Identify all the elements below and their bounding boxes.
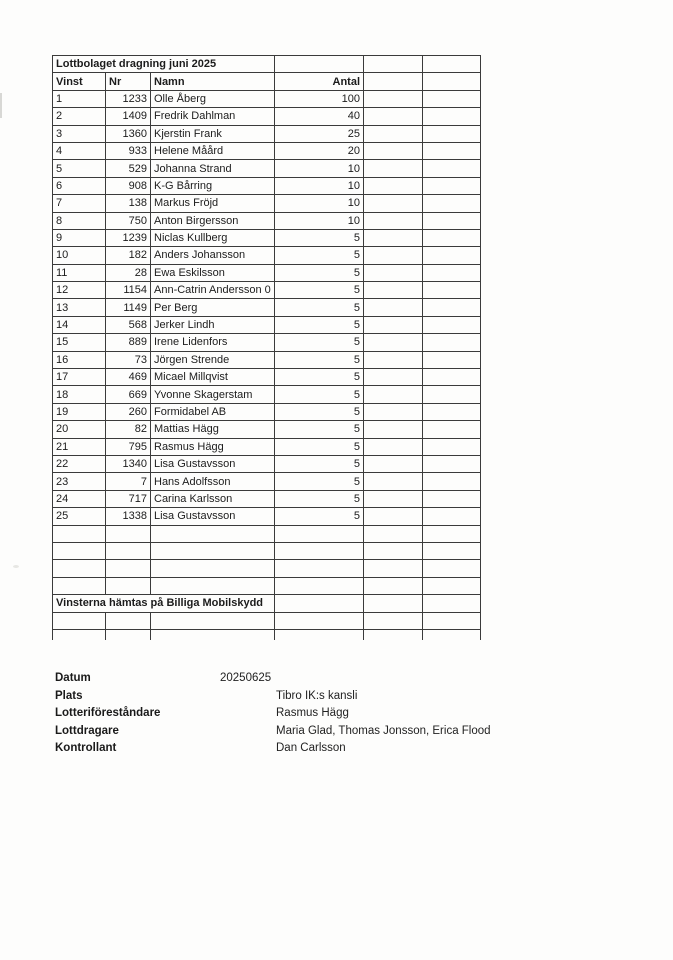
cell-antal: 40 (275, 108, 364, 125)
cell-namn: Micael Millqvist (151, 369, 275, 386)
table-row (53, 177, 481, 194)
empty-cell (106, 612, 151, 629)
cell-namn: K-G Bårring (151, 177, 275, 194)
cell-namn: Formidabel AB (151, 403, 275, 420)
cell-vinst: 23 (53, 473, 106, 490)
cell-vinst: 4 (53, 142, 106, 159)
empty-cell (423, 508, 481, 525)
table-title-section (53, 56, 481, 91)
cell-nr: 138 (106, 195, 151, 212)
cell-namn: Ewa Eskilsson (151, 264, 275, 281)
empty-cell (423, 438, 481, 455)
empty-cell (423, 212, 481, 229)
pickup-note: Vinsterna hämtas på Billiga Mobilskydd (53, 595, 275, 612)
cell-nr: 1154 (106, 282, 151, 299)
table-row (53, 351, 481, 368)
empty-cell (423, 142, 481, 159)
empty-row (53, 612, 481, 629)
cell-nr: 1409 (106, 108, 151, 125)
empty-cell (423, 73, 481, 90)
footer-row-plats (55, 688, 615, 706)
empty-cell (364, 142, 423, 159)
cell-vinst: 18 (53, 386, 106, 403)
table-row (53, 142, 481, 159)
empty-cell (364, 525, 423, 542)
cell-nr: 1233 (106, 90, 151, 107)
table-empty-section (53, 525, 481, 595)
cell-namn: Per Berg (151, 299, 275, 316)
cell-vinst: 14 (53, 316, 106, 333)
table-row (53, 490, 481, 507)
empty-cell (275, 525, 364, 542)
cell-antal: 5 (275, 455, 364, 472)
empty-cell (364, 160, 423, 177)
empty-cell (53, 577, 106, 594)
empty-cell (364, 125, 423, 142)
scan-smudge (13, 565, 19, 568)
cell-vinst: 22 (53, 455, 106, 472)
cell-namn: Olle Åberg (151, 90, 275, 107)
empty-cell (53, 629, 106, 640)
cell-namn: Irene Lidenfors (151, 334, 275, 351)
table-row (53, 473, 481, 490)
empty-cell (106, 629, 151, 640)
signature-footer (55, 670, 615, 758)
footer-label: Datum (55, 672, 91, 684)
cell-namn: Anders Johansson (151, 247, 275, 264)
empty-cell (423, 282, 481, 299)
empty-cell (423, 351, 481, 368)
empty-cell (423, 195, 481, 212)
cell-nr: 82 (106, 421, 151, 438)
empty-cell (364, 438, 423, 455)
empty-cell (364, 316, 423, 333)
cell-vinst: 1 (53, 90, 106, 107)
empty-cell (364, 177, 423, 194)
lottery-results-table (52, 55, 481, 640)
empty-cell (53, 542, 106, 559)
table-bottom-empty-section (53, 612, 481, 640)
cell-vinst: 2 (53, 108, 106, 125)
empty-cell (364, 212, 423, 229)
empty-cell (423, 542, 481, 559)
empty-cell (151, 577, 275, 594)
cell-antal: 100 (275, 90, 364, 107)
table-row (53, 334, 481, 351)
empty-cell (364, 629, 423, 640)
empty-cell (53, 612, 106, 629)
footer-label: Lotteriföreståndare (55, 707, 161, 719)
empty-cell (423, 577, 481, 594)
cell-antal: 20 (275, 142, 364, 159)
table-data-section (53, 90, 481, 525)
note-row (53, 595, 481, 612)
table-row (53, 229, 481, 246)
empty-cell (275, 56, 364, 73)
footer-value: Rasmus Hägg (276, 707, 349, 719)
empty-cell (364, 351, 423, 368)
cell-antal: 10 (275, 177, 364, 194)
cell-nr: 750 (106, 212, 151, 229)
cell-nr: 529 (106, 160, 151, 177)
cell-antal: 5 (275, 508, 364, 525)
empty-row (53, 577, 481, 594)
empty-cell (275, 577, 364, 594)
table-row (53, 160, 481, 177)
empty-cell (364, 247, 423, 264)
empty-cell (423, 560, 481, 577)
empty-row (53, 525, 481, 542)
empty-cell (151, 560, 275, 577)
empty-cell (423, 629, 481, 640)
empty-cell (151, 612, 275, 629)
empty-cell (364, 369, 423, 386)
empty-cell (53, 525, 106, 542)
cell-nr: 1338 (106, 508, 151, 525)
empty-cell (53, 560, 106, 577)
table-row (53, 455, 481, 472)
cell-nr: 717 (106, 490, 151, 507)
table-row (53, 282, 481, 299)
table-row (53, 299, 481, 316)
cell-antal: 5 (275, 299, 364, 316)
empty-cell (275, 629, 364, 640)
empty-cell (364, 282, 423, 299)
cell-namn: Carina Karlsson (151, 490, 275, 507)
cell-vinst: 25 (53, 508, 106, 525)
cell-vinst: 20 (53, 421, 106, 438)
cell-antal: 10 (275, 160, 364, 177)
empty-cell (364, 73, 423, 90)
empty-cell (364, 386, 423, 403)
column-header-vinst: Vinst (53, 73, 106, 90)
footer-value: 20250625 (220, 672, 272, 684)
table-row (53, 195, 481, 212)
empty-cell (364, 264, 423, 281)
empty-cell (423, 525, 481, 542)
empty-cell (423, 334, 481, 351)
cell-vinst: 12 (53, 282, 106, 299)
cell-nr: 7 (106, 473, 151, 490)
empty-cell (106, 525, 151, 542)
cell-antal: 5 (275, 403, 364, 420)
cell-vinst: 10 (53, 247, 106, 264)
empty-cell (364, 334, 423, 351)
table-row (53, 264, 481, 281)
empty-cell (423, 229, 481, 246)
scan-edge-artifact (0, 93, 2, 118)
cell-nr: 1149 (106, 299, 151, 316)
cell-antal: 5 (275, 282, 364, 299)
empty-cell (106, 577, 151, 594)
empty-cell (423, 108, 481, 125)
table-row (53, 108, 481, 125)
footer-label: Plats (55, 689, 83, 702)
cell-vinst: 13 (53, 299, 106, 316)
cell-nr: 260 (106, 403, 151, 420)
footer-label: Lottdragare (55, 724, 119, 737)
empty-cell (423, 369, 481, 386)
column-header-antal: Antal (275, 73, 364, 90)
cell-nr: 568 (106, 316, 151, 333)
cell-namn: Rasmus Hägg (151, 438, 275, 455)
table-row (53, 508, 481, 525)
empty-cell (423, 264, 481, 281)
cell-namn: Yvonne Skagerstam (151, 386, 275, 403)
footer-row-kontrollant (55, 740, 615, 758)
table-note-section (53, 595, 481, 612)
cell-antal: 5 (275, 386, 364, 403)
empty-cell (364, 195, 423, 212)
cell-namn: Fredrik Dahlman (151, 108, 275, 125)
cell-namn: Mattias Hägg (151, 421, 275, 438)
empty-cell (364, 473, 423, 490)
cell-antal: 5 (275, 421, 364, 438)
cell-antal: 5 (275, 247, 364, 264)
cell-vinst: 9 (53, 229, 106, 246)
cell-vinst: 11 (53, 264, 106, 281)
empty-cell (364, 560, 423, 577)
cell-antal: 5 (275, 473, 364, 490)
empty-cell (106, 560, 151, 577)
empty-cell (275, 560, 364, 577)
table-row (53, 386, 481, 403)
empty-cell (423, 421, 481, 438)
cell-namn: Hans Adolfsson (151, 473, 275, 490)
cell-vinst: 3 (53, 125, 106, 142)
empty-cell (151, 629, 275, 640)
cell-nr: 908 (106, 177, 151, 194)
cell-nr: 28 (106, 264, 151, 281)
cell-nr: 1360 (106, 125, 151, 142)
table-row (53, 212, 481, 229)
cell-nr: 889 (106, 334, 151, 351)
empty-cell (364, 490, 423, 507)
empty-cell (364, 595, 423, 612)
empty-cell (423, 316, 481, 333)
table-row (53, 369, 481, 386)
empty-cell (151, 542, 275, 559)
empty-cell (275, 595, 364, 612)
cell-namn: Lisa Gustavsson (151, 508, 275, 525)
cell-antal: 5 (275, 369, 364, 386)
cell-antal: 5 (275, 334, 364, 351)
footer-row-lottdragare (55, 723, 615, 741)
table-row (53, 316, 481, 333)
cell-namn: Johanna Strand (151, 160, 275, 177)
cell-nr: 73 (106, 351, 151, 368)
cell-antal: 25 (275, 125, 364, 142)
table-row (53, 125, 481, 142)
cell-nr: 933 (106, 142, 151, 159)
cell-vinst: 6 (53, 177, 106, 194)
empty-cell (275, 612, 364, 629)
cell-vinst: 19 (53, 403, 106, 420)
empty-cell (423, 473, 481, 490)
footer-value: Dan Carlsson (276, 742, 346, 754)
cell-namn: Kjerstin Frank (151, 125, 275, 142)
table-title: Lottbolaget dragning juni 2025 (53, 56, 275, 73)
cell-antal: 10 (275, 195, 364, 212)
cell-antal: 5 (275, 264, 364, 281)
cell-antal: 5 (275, 438, 364, 455)
table-title-row (53, 56, 481, 73)
table-row (53, 90, 481, 107)
empty-cell (275, 542, 364, 559)
empty-row (53, 560, 481, 577)
cell-antal: 5 (275, 351, 364, 368)
cell-vinst: 17 (53, 369, 106, 386)
cell-nr: 795 (106, 438, 151, 455)
table-row (53, 247, 481, 264)
empty-cell (364, 612, 423, 629)
empty-cell (364, 403, 423, 420)
empty-cell (423, 595, 481, 612)
cell-nr: 1340 (106, 455, 151, 472)
cell-namn: Jerker Lindh (151, 316, 275, 333)
cell-vinst: 5 (53, 160, 106, 177)
table-row (53, 438, 481, 455)
empty-cell (423, 56, 481, 73)
empty-cell (423, 455, 481, 472)
empty-cell (423, 299, 481, 316)
cell-antal: 5 (275, 316, 364, 333)
cell-nr: 669 (106, 386, 151, 403)
table-row (53, 403, 481, 420)
cell-namn: Helene Måård (151, 142, 275, 159)
cell-vinst: 8 (53, 212, 106, 229)
empty-cell (423, 90, 481, 107)
empty-cell (364, 56, 423, 73)
footer-value: Maria Glad, Thomas Jonsson, Erica Flood (276, 724, 491, 737)
cell-vinst: 16 (53, 351, 106, 368)
empty-cell (106, 542, 151, 559)
empty-cell (423, 386, 481, 403)
footer-row-datum (55, 670, 615, 688)
cell-vinst: 24 (53, 490, 106, 507)
empty-cell (423, 160, 481, 177)
empty-cell (423, 612, 481, 629)
cell-antal: 5 (275, 229, 364, 246)
empty-cell (364, 229, 423, 246)
cell-namn: Anton Birgersson (151, 212, 275, 229)
empty-cell (364, 455, 423, 472)
footer-value: Tibro IK:s kansli (276, 689, 358, 702)
cell-namn: Markus Fröjd (151, 195, 275, 212)
cell-nr: 1239 (106, 229, 151, 246)
empty-cell (364, 542, 423, 559)
cell-vinst: 7 (53, 195, 106, 212)
cell-namn: Jörgen Strende (151, 351, 275, 368)
empty-cell (151, 525, 275, 542)
empty-cell (364, 577, 423, 594)
cell-antal: 10 (275, 212, 364, 229)
empty-row (53, 629, 481, 640)
empty-cell (423, 247, 481, 264)
cell-namn: Ann-Catrin Andersson 0 (151, 282, 275, 299)
empty-cell (423, 490, 481, 507)
table-row (53, 421, 481, 438)
empty-cell (364, 90, 423, 107)
empty-cell (364, 421, 423, 438)
table-header-row (53, 73, 481, 90)
empty-row (53, 542, 481, 559)
empty-cell (364, 299, 423, 316)
cell-nr: 469 (106, 369, 151, 386)
footer-label: Kontrollant (55, 742, 117, 754)
cell-namn: Niclas Kullberg (151, 229, 275, 246)
column-header-namn: Namn (151, 73, 275, 90)
cell-antal: 5 (275, 490, 364, 507)
footer-row-lotteriforestandare (55, 705, 615, 723)
cell-vinst: 15 (53, 334, 106, 351)
cell-nr: 182 (106, 247, 151, 264)
empty-cell (423, 403, 481, 420)
cell-vinst: 21 (53, 438, 106, 455)
empty-cell (364, 508, 423, 525)
cell-namn: Lisa Gustavsson (151, 455, 275, 472)
empty-cell (364, 108, 423, 125)
column-header-nr: Nr (106, 73, 151, 90)
empty-cell (423, 177, 481, 194)
empty-cell (423, 125, 481, 142)
